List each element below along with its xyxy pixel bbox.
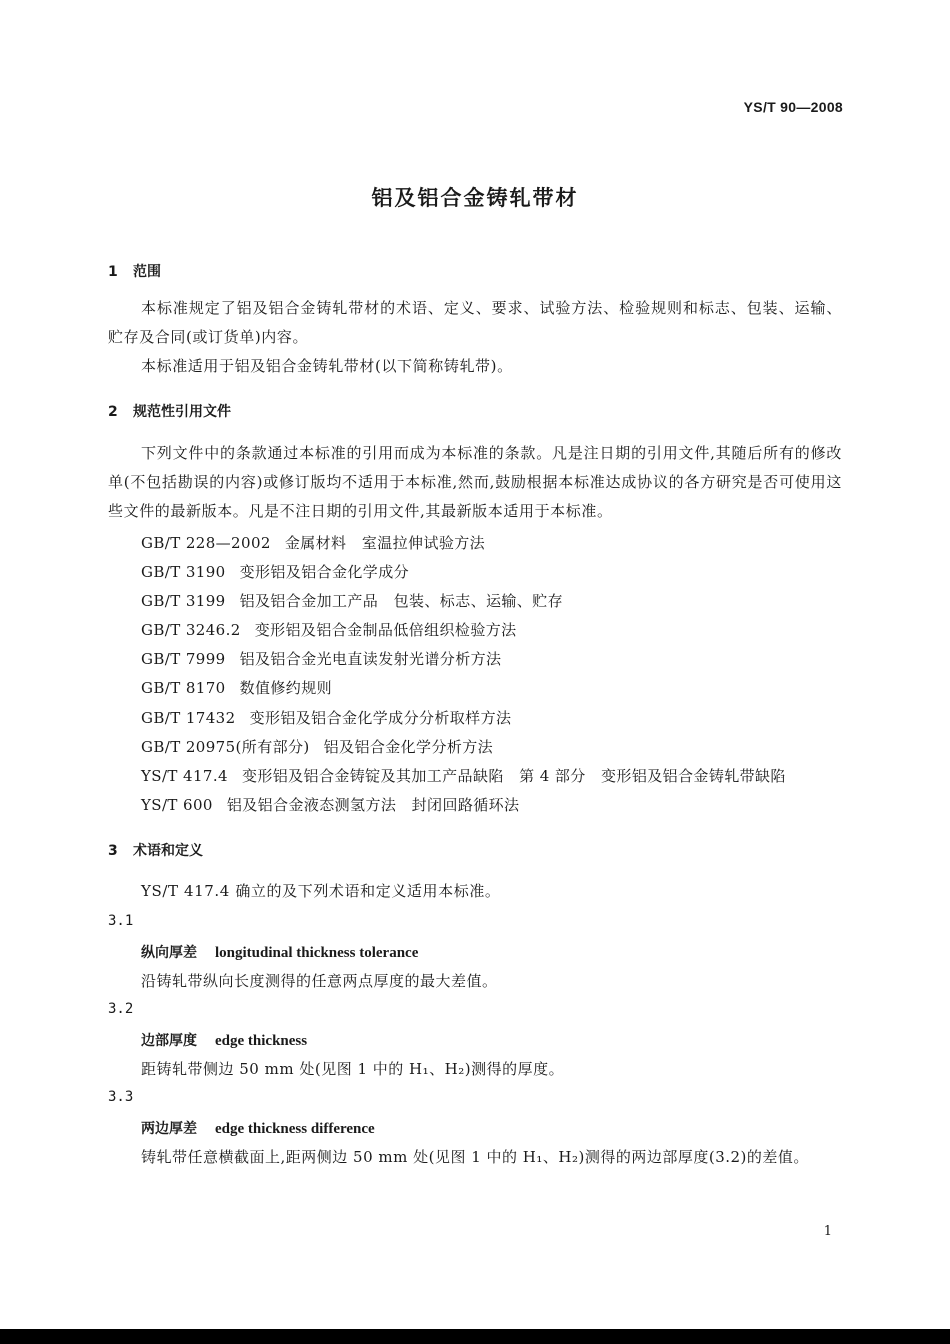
reference-code: GB/T 7999 — [141, 650, 226, 668]
reference-code: GB/T 3190 — [141, 563, 226, 581]
term-chinese: 边部厚度 — [141, 1033, 197, 1049]
term-chinese: 纵向厚差 — [141, 945, 197, 961]
term-definition: 沿铸轧带纵向长度测得的任意两点厚度的最大差值。 — [141, 972, 498, 990]
standard-code: YS/T 90—2008 — [743, 99, 843, 115]
section-3-heading — [108, 840, 203, 860]
reference-code: GB/T 8170 — [141, 679, 226, 697]
reference-item — [141, 648, 501, 669]
term-entry — [141, 1118, 375, 1138]
section-title: 范围 — [133, 264, 161, 280]
section-number: 1 — [108, 264, 118, 280]
section-number: 2 — [108, 404, 118, 420]
reference-title: 铝及铝合金化学分析方法 — [323, 738, 494, 756]
reference-item — [141, 794, 519, 815]
section-2-heading — [108, 401, 231, 421]
section-1-heading — [108, 261, 161, 281]
page-number: 1 — [823, 1224, 832, 1239]
term-english: edge thickness difference — [215, 1121, 375, 1137]
reference-item — [141, 707, 511, 728]
reference-item — [141, 765, 786, 786]
term-entry — [141, 942, 418, 962]
reference-title: 金属材料 室温拉伸试验方法 — [284, 534, 486, 552]
reference-title: 变形铝及铝合金铸锭及其加工产品缺陷 第 4 部分 变形铝及铝合金铸轧带缺陷 — [241, 767, 786, 785]
reference-code: GB/T 17432 — [141, 709, 236, 727]
reference-title: 铝及铝合金液态测氢方法 封闭回路循环法 — [226, 796, 520, 814]
term-definition: 铸轧带任意横截面上,距两侧边 50 mm 处(见图 1 中的 H₁、H₂)测得的两边部厚度(3.2)的差值。 — [141, 1148, 809, 1166]
section-title: 术语和定义 — [133, 843, 203, 859]
reference-title: 铝及铝合金加工产品 包装、标志、运输、贮存 — [239, 592, 564, 610]
document-title: 铝及铝合金铸轧带材 — [371, 186, 579, 210]
term-entry — [141, 1030, 307, 1050]
paragraph: 下列文件中的条款通过本标准的引用而成为本标准的条款。凡是注日期的引用文件,其随后所有的修改单(不包括勘误的内容)或修订版均不适用于本标准,然而,鼓励根据本标准达成协议的各方研究是否可使用这些文件的最新版本。凡是不注日期的引用文件,其最新版本适用于本标准。 — [108, 444, 842, 520]
paragraph: YS/T 417.4 确立的及下列术语和定义适用本标准。 — [141, 882, 501, 900]
reference-code: YS/T 417.4 — [141, 767, 228, 785]
reference-title: 变形铝及铝合金化学成分 — [239, 563, 410, 581]
reference-code: GB/T 228—2002 — [141, 534, 271, 552]
term-chinese: 两边厚差 — [141, 1121, 197, 1137]
reference-item — [141, 590, 563, 611]
reference-title: 变形铝及铝合金制品低倍组织检验方法 — [254, 621, 517, 639]
reference-title: 数值修约规则 — [239, 679, 333, 697]
paragraph: 本标准适用于铝及铝合金铸轧带材(以下简称铸轧带)。 — [141, 357, 513, 375]
reference-title: 铝及铝合金光电直读发射光谱分析方法 — [239, 650, 502, 668]
reference-item — [141, 561, 409, 582]
term-english: edge thickness — [215, 1033, 308, 1049]
section-number: 3 — [108, 843, 118, 859]
bottom-border — [0, 1329, 950, 1344]
clause-number: 3.3 — [108, 1089, 134, 1105]
reference-title: 变形铝及铝合金化学成分分析取样方法 — [249, 709, 512, 727]
reference-item — [141, 736, 493, 757]
term-english: longitudinal thickness tolerance — [215, 945, 419, 961]
paragraph: 本标准规定了铝及铝合金铸轧带材的术语、定义、要求、试验方法、检验规则和标志、包装、运输、贮存及合同(或订货单)内容。 — [108, 299, 842, 346]
reference-code: GB/T 3199 — [141, 592, 226, 610]
section-title: 规范性引用文件 — [133, 404, 231, 420]
reference-code: GB/T 3246.2 — [141, 621, 241, 639]
reference-code: GB/T 20975(所有部分) — [141, 738, 310, 756]
reference-item — [141, 532, 485, 553]
reference-item — [141, 619, 517, 640]
clause-number: 3.1 — [108, 913, 134, 929]
term-definition: 距铸轧带侧边 50 mm 处(见图 1 中的 H₁、H₂)测得的厚度。 — [141, 1060, 565, 1078]
clause-number: 3.2 — [108, 1001, 134, 1017]
reference-item — [141, 677, 332, 698]
reference-code: YS/T 600 — [141, 796, 213, 814]
